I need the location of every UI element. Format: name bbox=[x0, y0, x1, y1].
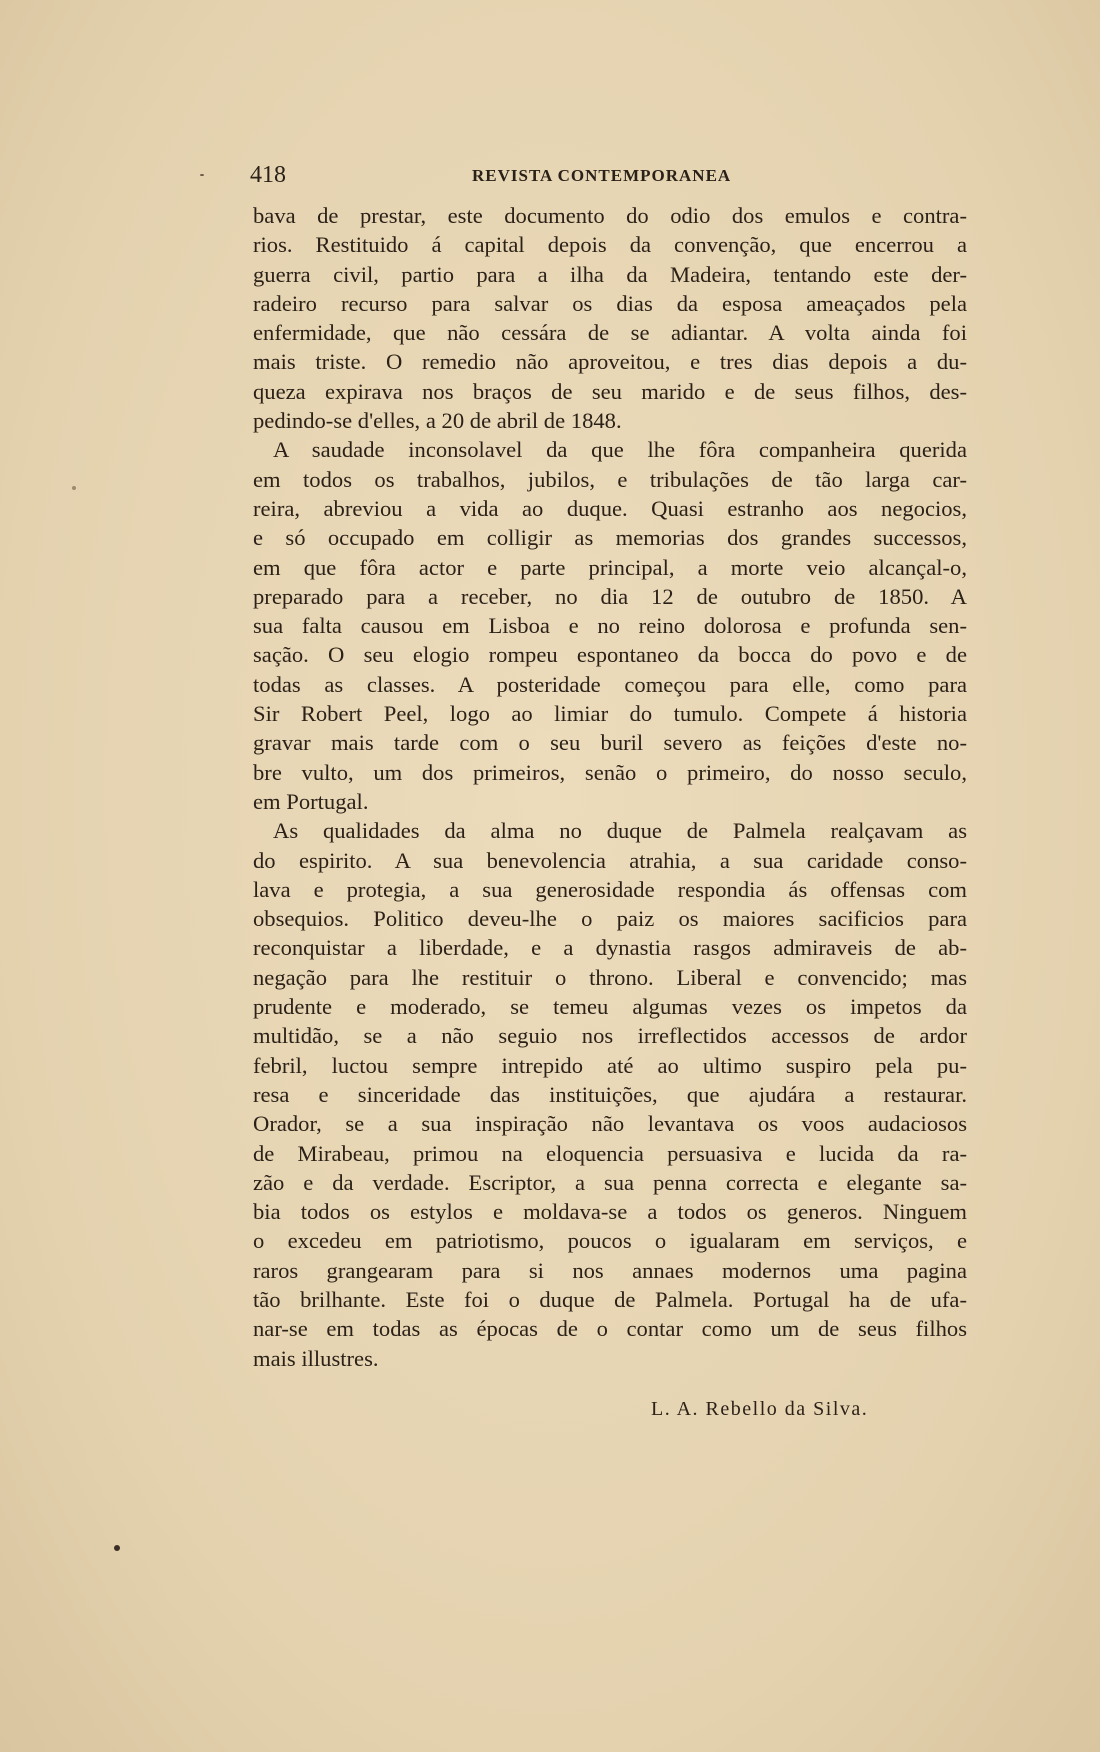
text-line: gravar mais tarde com o seu buril severo as feições d'este no- bbox=[253, 730, 967, 756]
text-line: nar-se em todas as épocas de o contar como um de seus filhos bbox=[253, 1316, 967, 1342]
text-line: de Mirabeau, primou na eloquencia persuasiva e lucida da ra- bbox=[253, 1140, 967, 1166]
text-line: resa e sinceridade das instituições, que ajudára a restaurar. bbox=[253, 1081, 967, 1107]
ink-speck bbox=[114, 1545, 120, 1551]
text-line: prudente e moderado, se temeu algumas vezes os impetos da bbox=[253, 994, 967, 1020]
text-line: guerra civil, partio para a ilha da Madeira, tentando este der- bbox=[253, 261, 967, 287]
article-body bbox=[253, 201, 967, 1373]
paragraph-1 bbox=[253, 201, 967, 435]
text-line: mais triste. O remedio não aproveitou, e tres dias depois a du- bbox=[253, 349, 967, 375]
text-line: bia todos os estylos e moldava-se a todos os generos. Ninguem bbox=[253, 1199, 967, 1225]
text-line: A saudade inconsolavel da que lhe fôra companheira querida bbox=[273, 437, 967, 463]
text-line: lava e protegia, a sua generosidade respondia ás offensas com bbox=[253, 876, 967, 902]
text-line: em que fôra actor e parte principal, a morte veio alcançal-o, bbox=[253, 554, 967, 580]
text-line: As qualidades da alma no duque de Palmela realçavam as bbox=[273, 818, 967, 844]
text-line: Orador, se a sua inspiração não levantava os voos audaciosos bbox=[253, 1111, 967, 1137]
text-line: Sir Robert Peel, logo ao limiar do tumulo. Compete á historia bbox=[253, 701, 967, 727]
paragraph-3 bbox=[253, 816, 967, 1373]
ink-speck bbox=[200, 174, 204, 176]
text-line: bava de prestar, este documento do odio dos emulos e contra- bbox=[253, 203, 967, 228]
text-line: zão e da verdade. Escriptor, a sua penna correcta e elegante sa- bbox=[253, 1169, 967, 1195]
text-line: reconquistar a liberdade, e a dynastia rasgos admiraveis de ab- bbox=[253, 935, 967, 961]
text-line: sação. O seu elogio rompeu espontaneo da bocca do povo e de bbox=[253, 642, 967, 668]
text-line: negação para lhe restituir o throno. Liberal e convencido; mas bbox=[253, 964, 967, 990]
text-line: mais illustres. bbox=[253, 1345, 379, 1371]
text-line: pedindo-se d'elles, a 20 de abril de 1848. bbox=[253, 408, 622, 434]
text-line: reira, abreviou a vida ao duque. Quasi estranho aos negocios, bbox=[253, 495, 967, 521]
ink-speck bbox=[72, 486, 76, 490]
text-line: rios. Restituido á capital depois da convenção, que encerrou a bbox=[253, 232, 967, 258]
author-signature: L. A. Rebello da Silva. bbox=[651, 1398, 869, 1420]
text-line: radeiro recurso para salvar os dias da esposa ameaçados pela bbox=[253, 290, 967, 316]
journal-title: REVISTA CONTEMPORANEA bbox=[472, 166, 732, 185]
text-line: raros grangearam para si nos annaes modernos uma pagina bbox=[253, 1257, 967, 1283]
text-line: sua falta causou em Lisboa e no reino dolorosa e profunda sen- bbox=[253, 613, 967, 639]
text-line: o excedeu em patriotismo, poucos o igualaram em serviços, e bbox=[253, 1228, 967, 1254]
text-line: febril, luctou sempre intrepido até ao ultimo suspiro pela pu- bbox=[253, 1052, 967, 1078]
text-line: preparado para a receber, no dia 12 de outubro de 1850. A bbox=[253, 583, 967, 609]
text-line: queza expirava nos braços de seu marido e de seus filhos, des- bbox=[253, 378, 967, 404]
paragraph-2 bbox=[253, 435, 967, 816]
text-line: em Portugal. bbox=[253, 788, 369, 814]
running-head bbox=[250, 162, 970, 192]
page-number: 418 bbox=[250, 162, 286, 188]
text-line: todas as classes. A posteridade começou para elle, como para bbox=[253, 671, 967, 697]
text-line: em todos os trabalhos, jubilos, e tribulações de tão larga car- bbox=[253, 466, 967, 492]
text-line: multidão, se a não seguio nos irreflectidos accessos de ardor bbox=[253, 1023, 967, 1049]
text-line: do espirito. A sua benevolencia atrahia, a sua caridade conso- bbox=[253, 847, 967, 873]
text-line: obsequios. Politico deveu-lhe o paiz os maiores sacificios para bbox=[253, 906, 967, 932]
text-line: bre vulto, um dos primeiros, senão o primeiro, do nosso seculo, bbox=[253, 759, 967, 785]
text-line: e só occupado em colligir as memorias dos grandes successos, bbox=[253, 525, 967, 551]
text-line: tão brilhante. Este foi o duque de Palmela. Portugal ha de ufa- bbox=[253, 1286, 967, 1312]
text-line: enfermidade, que não cessára de se adiantar. A volta ainda foi bbox=[253, 320, 967, 346]
